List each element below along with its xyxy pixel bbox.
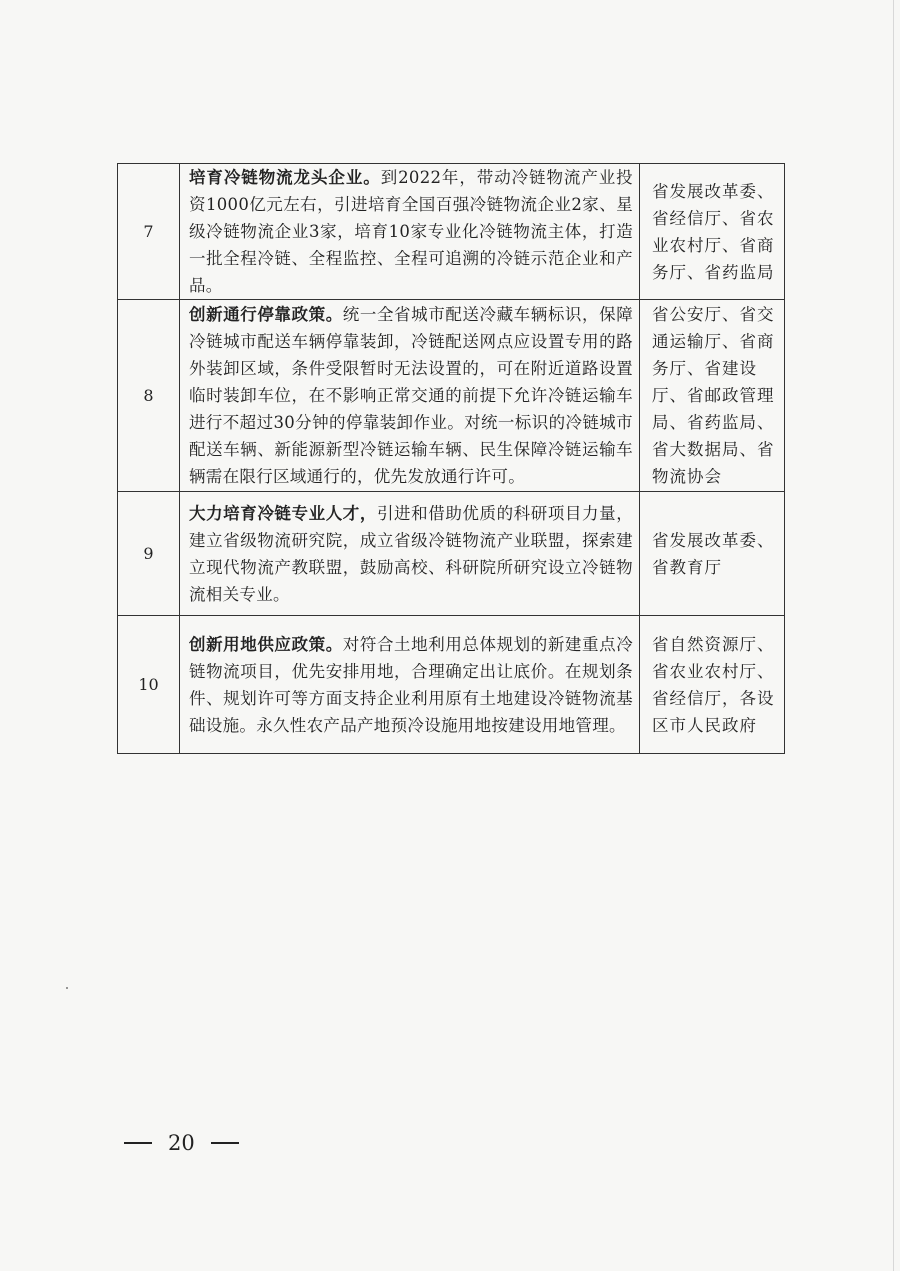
policy-title: 创新通行停靠政策。: [189, 305, 343, 324]
table-row: [118, 300, 785, 492]
policy-body: 到2022年，带动冷链物流产业投资1000亿元左右，引进培育全国百强冷链物流企业2家、星级冷链物流企业3家，培育10家专业化冷链物流主体，打造一批全程冷链、全程监控、全程可追溯的冷链示范企业和产品。: [189, 168, 633, 295]
policy-table: [117, 163, 785, 754]
footer-dash-left: [124, 1142, 152, 1144]
policy-body: 引进和借助优质的科研项目力量，建立省级物流研究院，成立省级冷链物流产业联盟，探索建立现代物流产教联盟，鼓励高校、科研院所研究设立冷链物流相关专业。: [189, 503, 633, 604]
footer-dash-right: [211, 1142, 239, 1144]
policy-content: [180, 492, 640, 616]
row-number: 7: [118, 164, 180, 300]
table-row: [118, 616, 785, 754]
row-number: 9: [118, 492, 180, 616]
policy-content: [180, 616, 640, 754]
responsible-departments: 省自然资源厅、省农业农村厅、省经信厅，各设区市人民政府: [640, 616, 785, 754]
policy-body: 统一全省城市配送冷藏车辆标识，保障冷链城市配送车辆停靠装卸，冷链配送网点应设置专用的路外装卸区域，条件受限暂时无法设置的，可在附近道路设置临时装卸车位，在不影响正常交通的前提下允许冷链运输车进行不超过30分钟的停靠装卸作业。对统一标识的冷链城市配送车辆、新能源新型冷链运输车辆、民生保障冷链运输车辆需在限行区域通行的，优先发放通行许可。: [189, 305, 633, 486]
policy-title: 培育冷链物流龙头企业。: [189, 168, 381, 187]
table-row: [118, 164, 785, 300]
page-footer: [124, 1131, 239, 1155]
responsible-departments: 省发展改革委、省经信厅、省农业农村厅、省商务厅、省药监局: [640, 164, 785, 300]
policy-title: 大力培育冷链专业人才，: [189, 503, 377, 523]
table-row: [118, 492, 785, 616]
page-edge-line: [893, 0, 894, 1271]
responsible-departments: 省发展改革委、省教育厅: [640, 492, 785, 616]
row-number: 8: [118, 300, 180, 492]
responsible-departments: 省公安厅、省交通运输厅、省商务厅、省建设厅、省邮政管理局、省药监局、省大数据局、省物流协会: [640, 300, 785, 492]
policy-content: [180, 300, 640, 492]
policy-content: [180, 164, 640, 300]
page-number: 20: [168, 1131, 195, 1155]
policy-title: 创新用地供应政策。: [189, 634, 343, 654]
scan-speck: [66, 987, 68, 989]
row-number: 10: [118, 616, 180, 754]
policy-body: 对符合土地利用总体规划的新建重点冷链物流项目，优先安排用地，合理确定出让底价。在规划条件、规划许可等方面支持企业利用原有土地建设冷链物流基础设施。永久性农产品产地预冷设施用地按建设用地管理。: [189, 634, 633, 735]
